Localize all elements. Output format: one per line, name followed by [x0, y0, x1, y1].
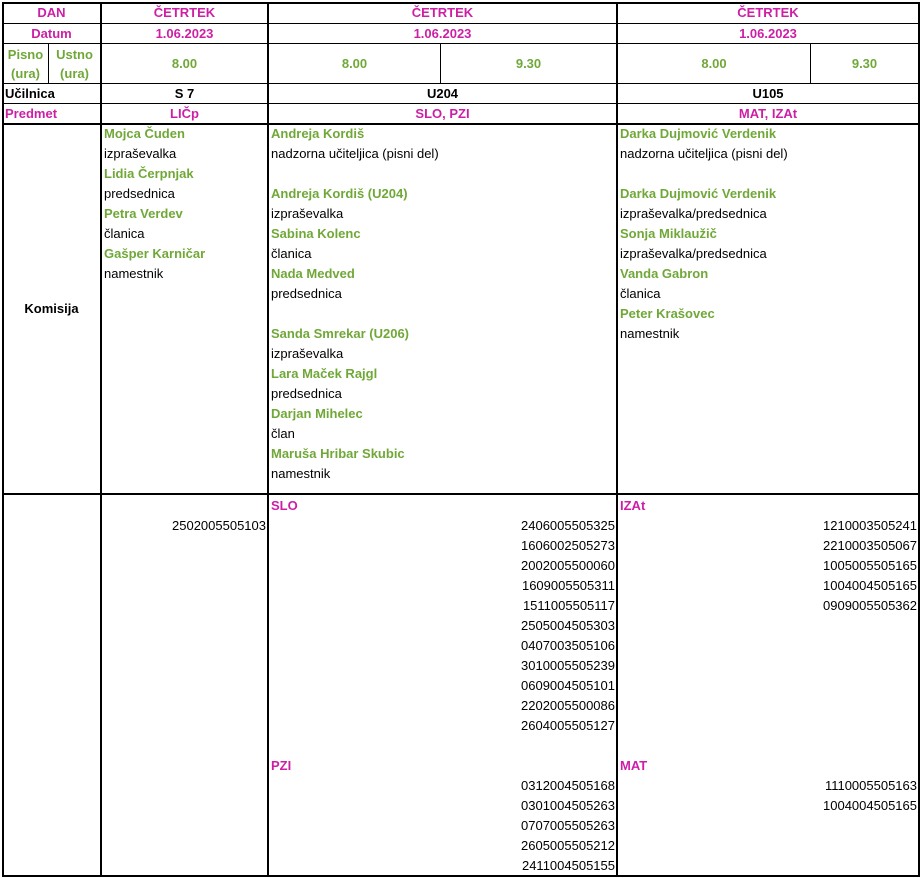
committee-member-role: predsednica: [271, 286, 342, 301]
group1-predmet: LIČp: [170, 105, 199, 121]
committee-member-role: izpraševalka: [271, 206, 344, 221]
committee-member-role: članica: [620, 286, 661, 301]
candidates-slo-list: [269, 516, 615, 736]
committee-member-name: Petra Verdev: [104, 206, 183, 221]
candidates-izat-list: [618, 516, 917, 616]
committee-member-role: nadzorna učiteljica (pisni del): [620, 146, 788, 161]
candidate-number: 0909005505362: [823, 598, 917, 613]
committee-member-name: Vanda Gabron: [620, 266, 709, 281]
committee-member-name: Andreja Kordiš (U204): [271, 186, 408, 201]
group2-pisno: 8.00: [341, 55, 368, 71]
label-dan: DAN: [37, 5, 66, 20]
committee-group2: [271, 124, 615, 484]
committee-member-role: nadzorna učiteljica (pisni del): [271, 146, 439, 161]
committee-member-name: Darjan Mihelec: [271, 406, 363, 421]
committee-member-name: Maruša Hribar Skubic: [271, 446, 405, 461]
committee-member-role: namestnik: [271, 466, 331, 481]
candidate-number: 2202005500086: [521, 698, 615, 713]
candidates-izat-heading: IZAt: [620, 498, 646, 513]
candidate-number: 2502005505103: [172, 518, 266, 533]
committee-member-name: Sonja Miklaužič: [620, 226, 717, 241]
group1-pisno: 8.00: [171, 55, 198, 71]
candidate-number: 1609005505311: [521, 578, 615, 593]
candidate-number: 0407003505106: [521, 638, 615, 653]
group3-ustno: 9.30: [851, 55, 878, 71]
group3-datum: 1.06.2023: [739, 25, 797, 41]
committee-member-name: Sanda Smrekar (U206): [271, 326, 410, 341]
committee-member-name: Peter Krašovec: [620, 306, 715, 321]
committee-member-name: Andreja Kordiš: [271, 126, 365, 141]
candidate-number: 2411004505155: [521, 858, 615, 873]
row-line-komisija: [2, 493, 920, 495]
committee-member-name: Darka Dujmović Verdenik: [620, 126, 777, 141]
committee-member-role: članica: [104, 226, 145, 241]
candidate-number: 2505004505303: [521, 618, 615, 633]
divider-group1: [267, 2, 269, 877]
committee-member-role: član: [271, 426, 295, 441]
committee-member-role: [271, 304, 615, 324]
group3-ucilnica: U105: [752, 85, 784, 101]
candidate-number: 0301004505263: [521, 798, 615, 813]
committee-member-name: Sabina Kolenc: [271, 226, 361, 241]
candidate-number: 2210003505067: [823, 538, 917, 553]
committee-member-role: namestnik: [104, 266, 164, 281]
candidates-group1: [102, 516, 266, 536]
candidate-number: 2406005505325: [521, 518, 615, 533]
candidate-number: 3010005505239: [521, 658, 615, 673]
group3-pisno: 8.00: [701, 55, 727, 71]
candidate-number: 2002005500060: [521, 558, 615, 573]
candidates-mat-heading: MAT: [620, 758, 648, 773]
candidate-number: 2605005505212: [521, 838, 615, 853]
group3-dan: ČETRTEK: [737, 5, 799, 20]
committee-group1: [104, 124, 266, 284]
group2-predmet: SLO, PZI: [415, 105, 470, 121]
group2-dan: ČETRTEK: [411, 5, 474, 20]
group2-ucilnica: U204: [426, 85, 459, 101]
group1-ucilnica: S 7: [174, 85, 195, 101]
candidate-number: 1110005505163: [824, 778, 917, 793]
committee-member-name: Lidia Čerpnjak: [104, 166, 194, 181]
committee-member-name: Nada Medved: [271, 266, 355, 281]
candidates-mat-list: [618, 776, 917, 816]
label-komisija: Komisija: [24, 301, 79, 316]
candidates-pzi-list: [269, 776, 615, 876]
committee-member-role: [271, 164, 615, 184]
committee-member-name: Lara Maček Rajgl: [271, 366, 378, 381]
committee-member-role: namestnik: [620, 326, 680, 341]
committee-member-role: predsednica: [104, 186, 175, 201]
committee-member-role: predsednica: [271, 386, 342, 401]
committee-member-role: izpraševalka: [104, 146, 177, 161]
candidates-slo-heading: SLO: [271, 498, 298, 513]
committee-member-role: izpraševalka/predsednica: [620, 246, 767, 261]
committee-member-role: izpraševalka: [271, 346, 344, 361]
group1-dan: ČETRTEK: [153, 5, 216, 20]
candidates-pzi-heading: PZI: [271, 758, 292, 773]
group2-datum: 1.06.2023: [413, 25, 472, 41]
group1-datum: 1.06.2023: [155, 25, 214, 41]
candidate-number: 0707005505263: [521, 818, 615, 833]
committee-member-role: izpraševalka/predsednica: [620, 206, 767, 221]
candidate-number: 2604005505127: [521, 718, 615, 733]
label-ustno: Ustno (ura): [56, 46, 93, 81]
candidate-number: 1511005505117: [522, 598, 615, 613]
committee-member-role: članica: [271, 246, 312, 261]
committee-member-role: [620, 164, 917, 184]
label-pisno: Pisno (ura): [7, 46, 44, 81]
group3-predmet: MAT, IZAt: [738, 105, 798, 121]
candidate-number: 1004004505165: [823, 798, 917, 813]
divider-label-col: [100, 2, 102, 877]
label-datum: Datum: [31, 25, 72, 41]
committee-member-name: Gašper Karničar: [104, 246, 206, 261]
candidate-number: 1210003505241: [823, 518, 917, 533]
label-ucilnica: Učilnica: [5, 85, 55, 101]
committee-member-name: Darka Dujmović Verdenik: [620, 186, 777, 201]
committee-member-name: Mojca Čuden: [104, 126, 185, 141]
candidate-number: 1005005505165: [823, 558, 917, 573]
group2-ustno: 9.30: [515, 55, 542, 71]
candidate-number: 0312004505168: [521, 778, 615, 793]
border-right: [918, 2, 920, 877]
candidate-number: 1004004505165: [823, 578, 917, 593]
divider-group2: [616, 2, 618, 877]
committee-group3: [620, 124, 917, 344]
candidate-number: 0609004505101: [521, 678, 615, 693]
label-predmet: Predmet: [5, 105, 58, 121]
candidate-number: 1606002505273: [521, 538, 615, 553]
